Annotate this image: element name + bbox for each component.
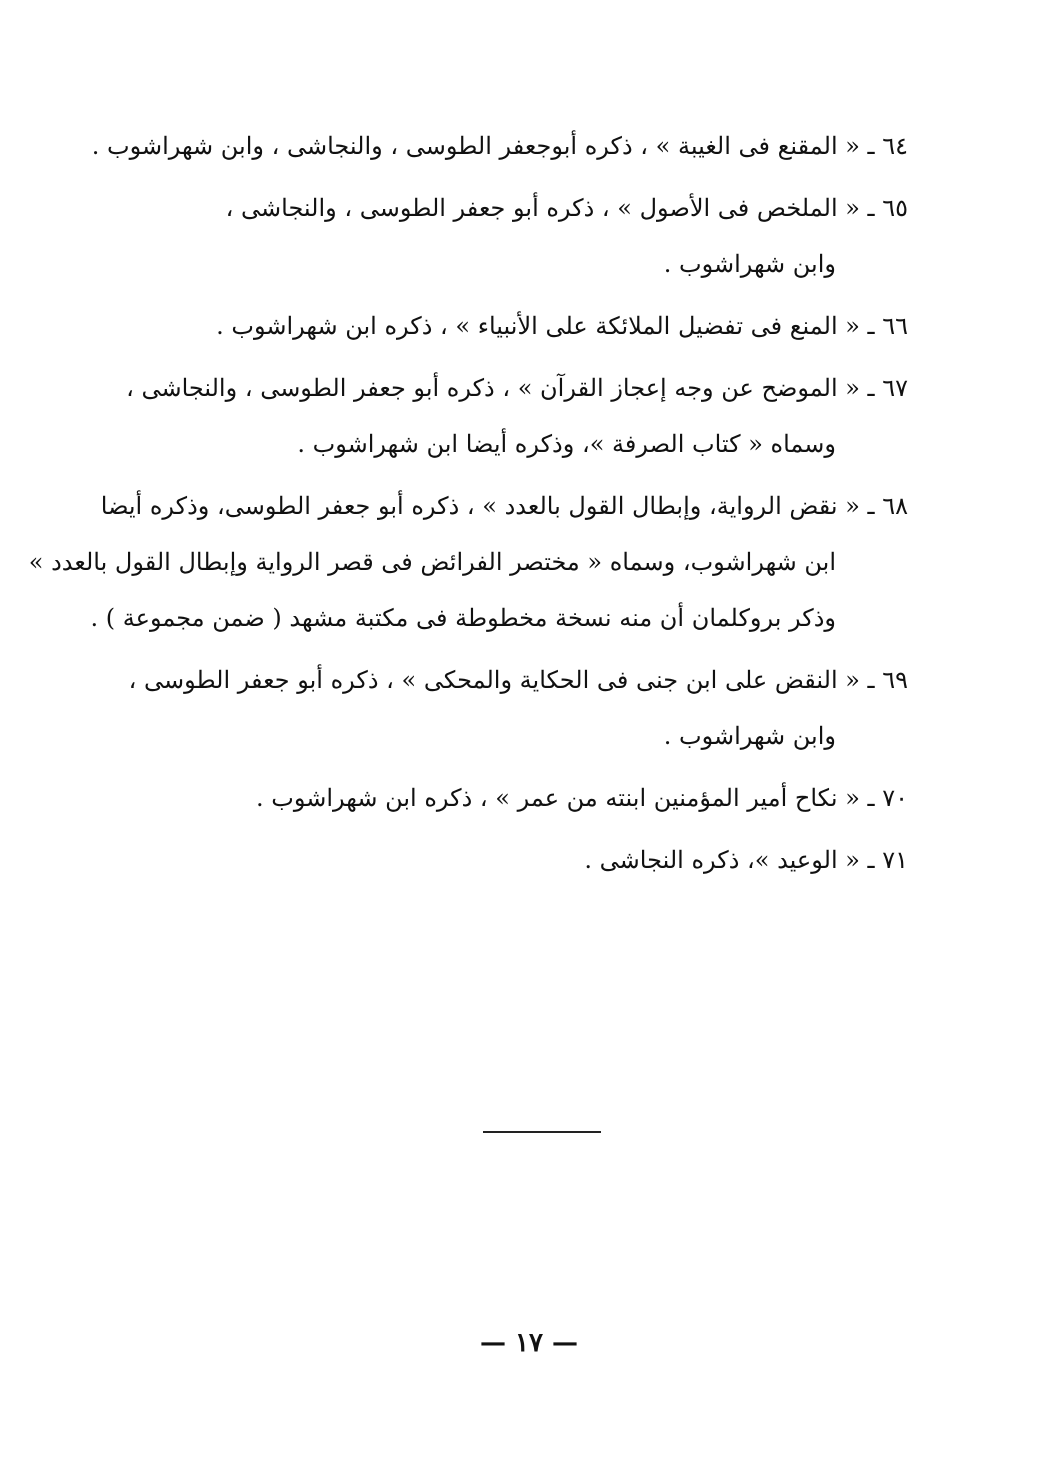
footnote-divider [483, 1131, 601, 1133]
entries-list [28, 118, 908, 888]
entry-70 [128, 770, 908, 826]
entry-line: ٧٠ ـ « نكاح أمير المؤمنين ابنته من عمر » ، ذكره ابن شهراشوب . [256, 784, 908, 812]
entry-68 [28, 478, 908, 646]
entry-line: ٦٦ ـ « المنع فى تفضيل الملائكة على الأنبياء » ، ذكره ابن شهراشوب . [216, 312, 908, 340]
entry-line-continuation: وذكر بروكلمان أن منه نسخة مخطوطة فى مكتبة مشهد ( ضمن مجموعة ) . [90, 604, 836, 632]
entry-71 [128, 832, 908, 888]
entry-69 [128, 652, 908, 764]
entry-line-continuation: وسماه « كتاب الصرفة »، وذكره أيضا ابن شهراشوب . [297, 430, 836, 458]
entry-line: ٦٤ ـ « المقنع فى الغيبة » ، ذكره أبوجعفر الطوسى ، والنجاشى ، وابن شهراشوب . [91, 132, 908, 160]
entry-line: ٦٥ ـ « الملخص فى الأصول » ، ذكره أبو جعفر الطوسى ، والنجاشى ، [225, 194, 908, 222]
page-number: — ١٧ — [479, 1328, 579, 1358]
entry-67 [128, 360, 908, 472]
entry-line: ٦٧ ـ « الموضح عن وجه إعجاز القرآن » ، ذكره أبو جعفر الطوسى ، والنجاشى ، [126, 374, 908, 402]
entry-65 [128, 180, 908, 292]
entry-line: ٦٨ ـ « نقض الرواية، وإبطال القول بالعدد » ، ذكره أبو جعفر الطوسى، وذكره أيضا [100, 492, 908, 520]
entry-line-continuation: وابن شهراشوب . [663, 722, 836, 750]
entry-line-continuation: وابن شهراشوب . [663, 250, 836, 278]
entry-66 [128, 298, 908, 354]
entry-line: ٧١ ـ « الوعيد »، ذكره النجاشى . [584, 846, 908, 874]
entry-line: ٦٩ ـ « النقض على ابن جنى فى الحكاية والمحكى » ، ذكره أبو جعفر الطوسى ، [128, 666, 908, 694]
entry-line-continuation: ابن شهراشوب، وسماه « مختصر الفرائض فى قصر الرواية وإبطال القول بالعدد » [28, 548, 836, 576]
entry-64 [91, 118, 908, 174]
